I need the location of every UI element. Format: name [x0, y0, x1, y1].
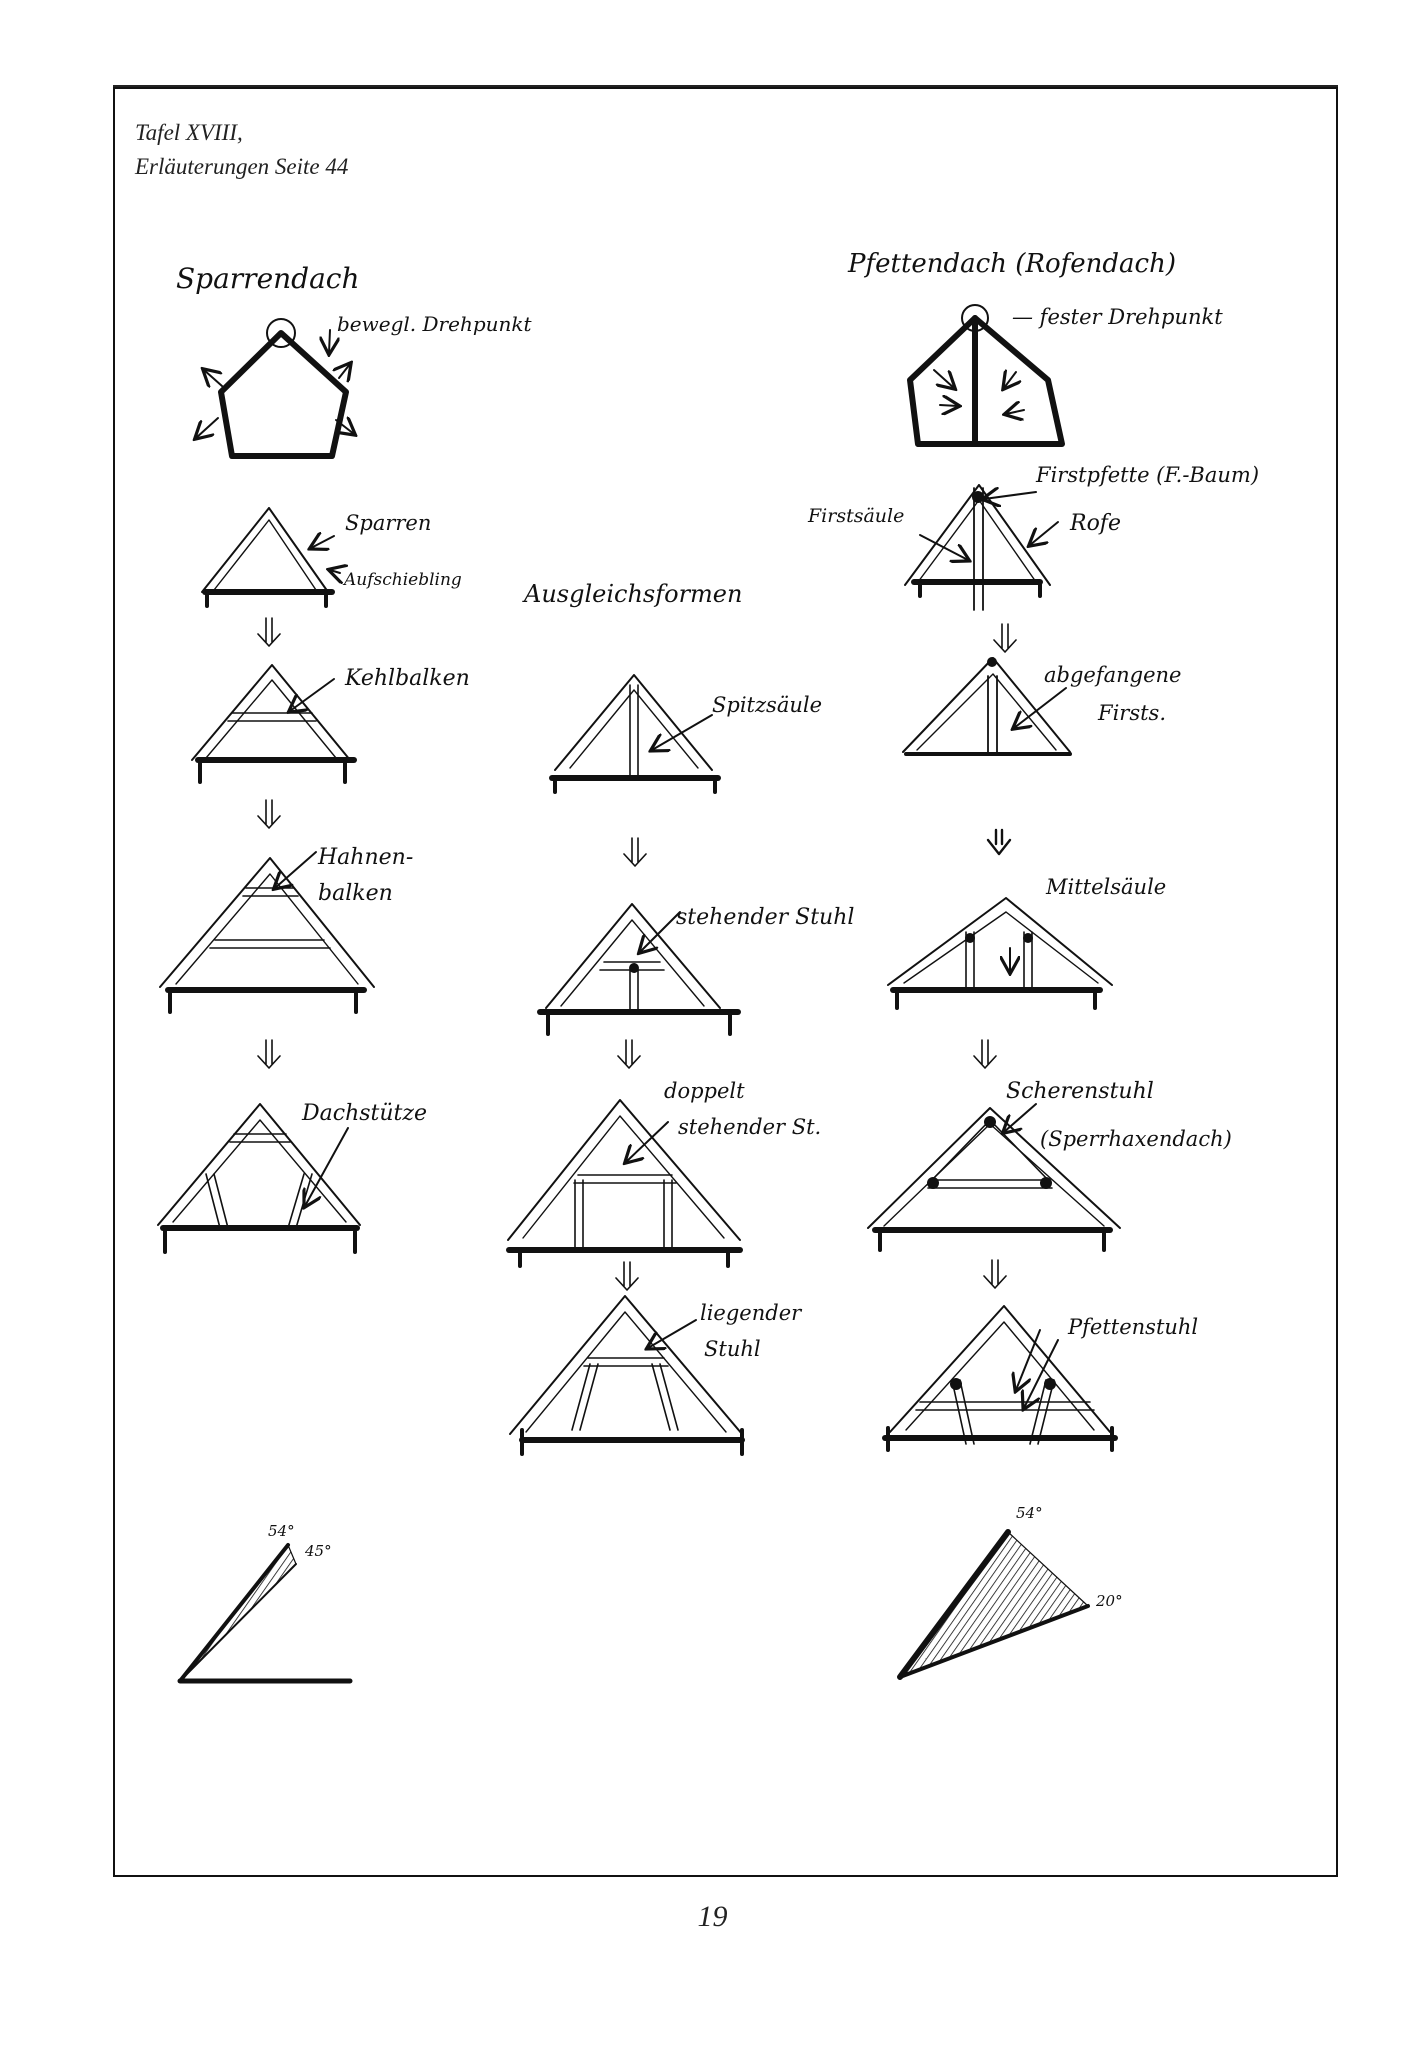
right-angle-lower-label: 20° [1096, 1592, 1123, 1610]
caption-line-1: Tafel XVIII, [135, 120, 243, 145]
dachstuetze-truss [158, 1104, 360, 1252]
liegender-label-2: Stuhl [704, 1337, 761, 1361]
mittelsaeule-label: Mittelsäule [1046, 875, 1167, 899]
doppelt-label-1: doppelt [664, 1079, 745, 1103]
sparrendach-title: Sparrendach [176, 262, 360, 295]
arrow-down-icon [618, 1040, 640, 1068]
arrow-down-icon [974, 1040, 996, 1068]
sparrendach-angle-range [180, 1545, 350, 1681]
spitzsaeule-truss [552, 675, 718, 792]
sperrhaxendach-label: (Sperrhaxendach) [1040, 1127, 1232, 1151]
rofe-label: Rofe [1070, 511, 1121, 536]
kehlbalken-label: Kehlbalken [345, 666, 470, 691]
arrow-down-icon [984, 1260, 1006, 1288]
arrow-down-icon [616, 1262, 638, 1290]
abgefangene-label-2: Firsts. [1098, 701, 1166, 725]
stehender-stuhl-label: stehender Stuhl [676, 905, 855, 930]
doppelt-label-2: stehender St. [678, 1115, 822, 1139]
right-angle-upper-label: 54° [1016, 1504, 1043, 1522]
left-angle-upper-label: 54° [268, 1522, 295, 1540]
fester-drehpunkt-label: — fester Drehpunkt [1012, 305, 1223, 329]
page-number: 19 [697, 1900, 728, 1933]
pfettendach-angle-range [900, 1532, 1088, 1677]
sparrendach-basic-truss [202, 508, 340, 606]
kehlbalken-truss [192, 665, 354, 782]
pfettenstuhl-label: Pfettenstuhl [1068, 1315, 1199, 1339]
firstpfette-label: Firstpfette (F.-Baum) [1036, 463, 1260, 487]
sparrendach-pivot-diagram [196, 319, 354, 456]
ausgleichsformen-title: Ausgleichsformen [524, 580, 743, 608]
arrow-down-icon [258, 618, 280, 646]
scherenstuhl-label: Scherenstuhl [1006, 1079, 1154, 1104]
arrow-down-icon [258, 800, 280, 828]
liegender-label-1: liegender [700, 1301, 802, 1325]
hahnenbalken-label-1: Hahnen- [318, 845, 414, 870]
spitzsaeule-label: Spitzsäule [712, 693, 823, 717]
arrow-down-icon [988, 830, 1010, 854]
aufschiebling-label: Aufschiebling [344, 570, 462, 590]
firstsaeule-label: Firstsäule [808, 505, 905, 527]
abgefangene-label-1: abgefangene [1044, 663, 1182, 687]
hahnenbalken-truss [160, 852, 374, 1012]
dachstuetze-label: Dachstütze [302, 1101, 427, 1126]
pfettendach-title: Pfettendach (Rofendach) [848, 249, 1176, 279]
firstsaeule-truss [905, 485, 1058, 610]
hahnenbalken-label-2: balken [318, 881, 393, 906]
arrow-down-icon [994, 624, 1016, 652]
arrow-down-icon [624, 838, 646, 866]
left-angle-lower-label: 45° [305, 1542, 332, 1560]
mittelsaeule-truss [888, 898, 1112, 1008]
caption-line-2: Erläuterungen Seite 44 [135, 154, 349, 179]
bewegl-drehpunkt-label: bewegl. Drehpunkt [337, 312, 532, 336]
sparren-label: Sparren [345, 511, 432, 535]
arrow-down-icon [258, 1040, 280, 1068]
scherenstuhl-truss [868, 1104, 1120, 1250]
